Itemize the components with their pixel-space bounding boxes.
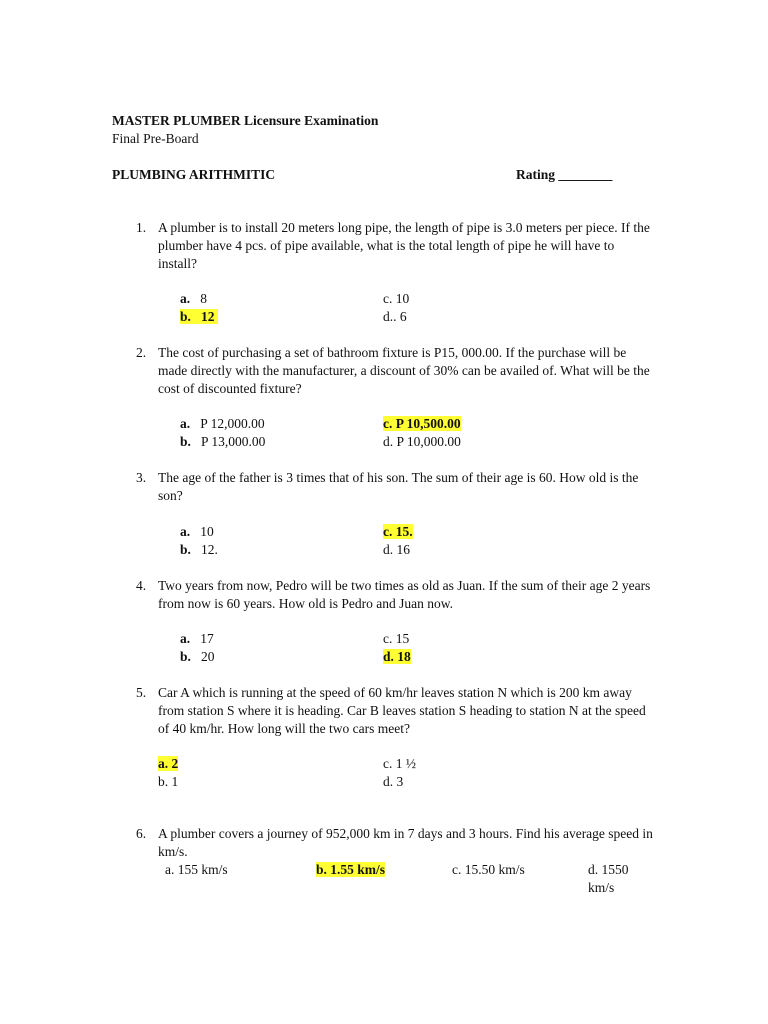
exam-title: MASTER PLUMBER Licensure Examination (112, 113, 379, 128)
choice-a: a. 17 (180, 631, 214, 646)
choice-d: d. P 10,000.00 (383, 434, 461, 449)
question-number: 3. (136, 470, 147, 485)
subject-title: PLUMBING ARITHMITIC (112, 167, 276, 182)
choice-c: c. 10 (383, 291, 410, 306)
choice-a: a. P 12,000.00 (180, 416, 265, 431)
choice-b: b. P 13,000.00 (180, 434, 266, 449)
choice-d: d. 1550 km/s (588, 862, 629, 895)
exam-subtitle: Final Pre-Board (112, 131, 199, 146)
question-number: 5. (136, 685, 147, 700)
question-number: 4. (136, 578, 147, 593)
choice-c: c. 15. (383, 524, 413, 539)
choice-d: d. 3 (383, 774, 404, 789)
question-number: 2. (136, 345, 147, 360)
question-text: A plumber covers a journey of 952,000 km in 7 days and 3 hours. Find his average speed in km/s. (158, 826, 653, 859)
choice-c: c. 15 (383, 631, 410, 646)
choice-a: a. 2 (158, 756, 179, 771)
question-number: 1. (136, 220, 147, 235)
question-text: The age of the father is 3 times that of his son. The sum of their age is 60. How old is the son? (158, 470, 639, 503)
choice-a: a. 8 (180, 291, 207, 306)
choice-a: a. 155 km/s (165, 862, 228, 877)
choice-b: b. 12 (180, 308, 218, 326)
choice-c: c. 15.50 km/s (452, 862, 525, 877)
question-text: The cost of purchasing a set of bathroom fixture is P15, 000.00. If the purchase will be made directly with the manufacturer, a discount of 30% can be availed of. What will be the cost of discounted fixture? (158, 345, 650, 396)
choice-b: b. 1 (158, 774, 179, 789)
choice-c: c. P 10,500.00 (383, 416, 461, 431)
choice-d: d.. 6 (383, 309, 407, 324)
choice-d: d. 16 (383, 542, 410, 557)
question-text: Car A which is running at the speed of 60 km/hr leaves station N which is 200 km away from station S where it is heading. Car B leaves station S heading to station N at the speed of 40 km/hr. How long will the two cars meet? (158, 685, 646, 736)
choice-b: b. 12. (180, 542, 218, 557)
question-text: Two years from now, Pedro will be two times as old as Juan. If the sum of their age 2 years from now is 60 years. How old is Pedro and Juan now. (158, 578, 651, 611)
choice-d: d. 18 (383, 649, 411, 664)
choice-b: b. 20 (180, 649, 215, 664)
question-number: 6. (136, 826, 147, 841)
choice-c: c. 1 ½ (383, 756, 416, 771)
rating-field: Rating ________ (516, 167, 613, 182)
question-text: A plumber is to install 20 meters long pipe, the length of pipe is 3.0 meters per piece. If the plumber have 4 pcs. of pipe available, what is the total length of pipe he will have to install? (158, 220, 650, 271)
choice-a: a. 10 (180, 524, 214, 539)
choice-b: b. 1.55 km/s (316, 862, 386, 877)
